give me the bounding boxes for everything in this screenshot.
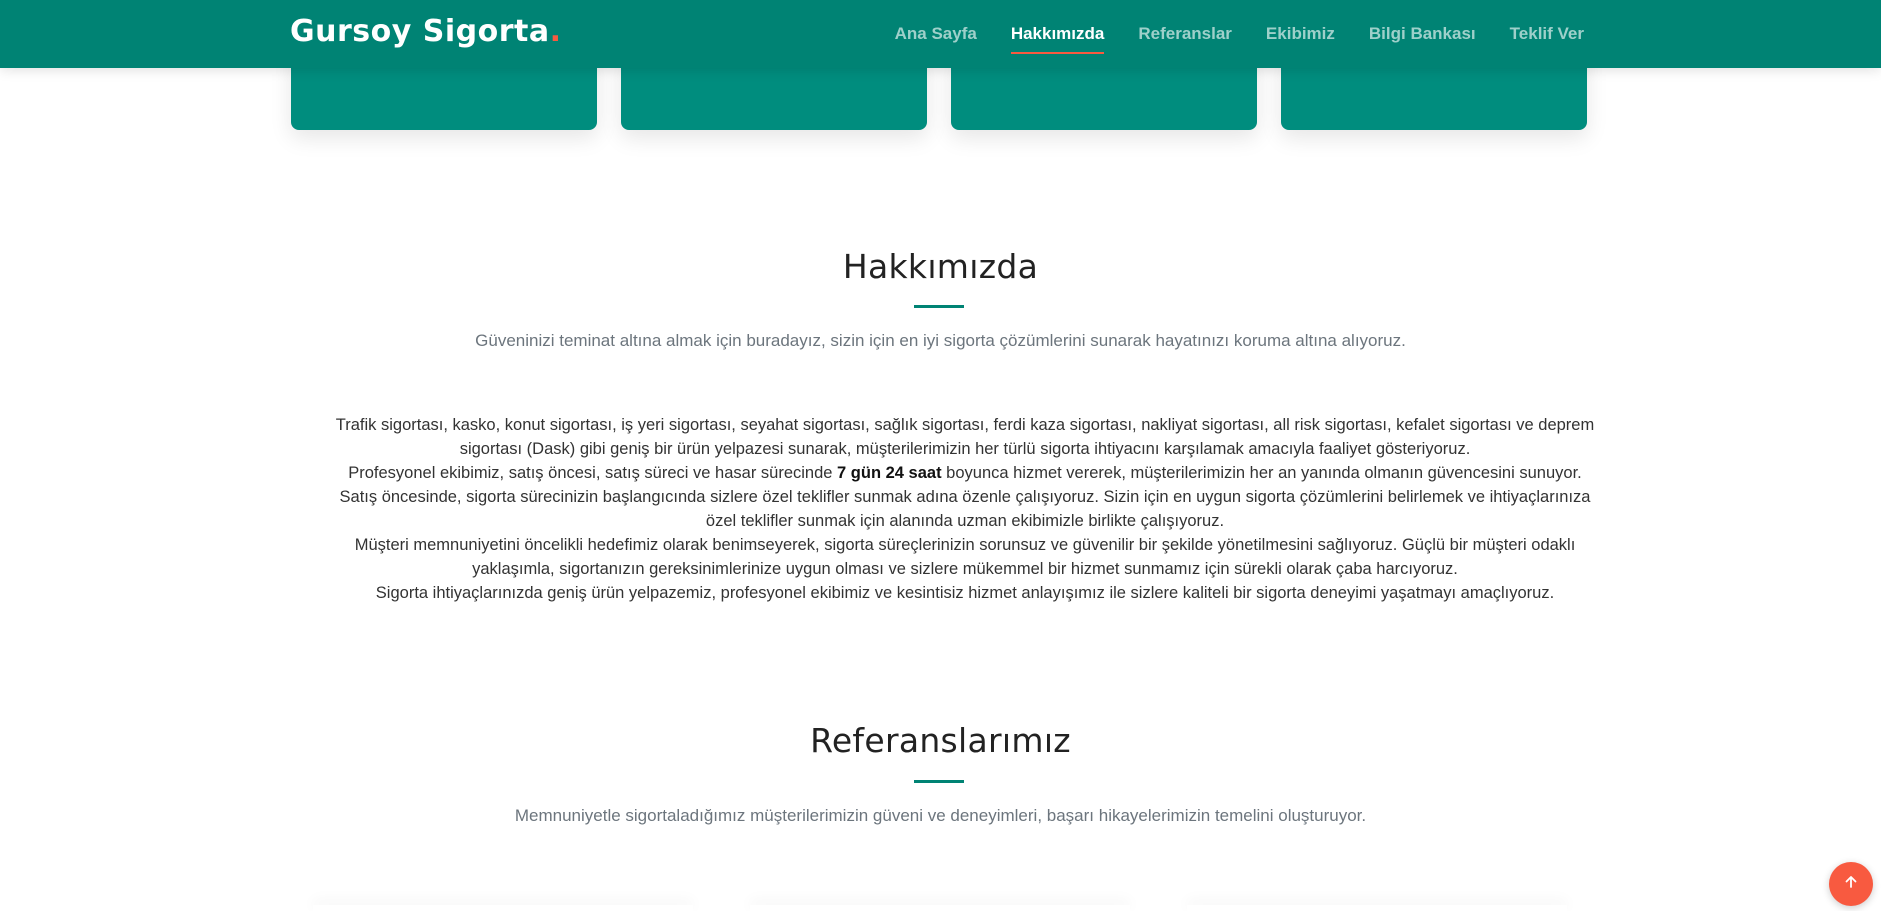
nav-item-bilgi-bankasi[interactable]: Bilgi Bankası xyxy=(1368,24,1476,43)
about-paragraph-3: Satış öncesinde, sigorta sürecinizin başlangıcında sizlere özel teklifler sunmak adına özenle çalışıyoruz. Sizin için en uygun sigorta çözümlerini belirlemek ve ihtiyaçlarınıza özel teklifler sunmak için alanında uzman ekibimizle birlikte çalışıyoruz. xyxy=(339,488,1591,530)
main-nav xyxy=(895,0,1584,68)
reference-card-1[interactable] xyxy=(313,905,693,911)
site-logo[interactable]: Gursoy Sigorta. xyxy=(290,14,562,49)
arrow-up-icon xyxy=(1843,874,1859,894)
reference-card-3[interactable] xyxy=(1187,905,1567,911)
site-header xyxy=(0,0,1881,68)
references-title-underline xyxy=(914,780,964,783)
reference-card-2[interactable] xyxy=(750,905,1130,911)
about-paragraph-5: Sigorta ihtiyaçlarınızda geniş ürün yelpazemiz, profesyonel ekibimiz ve kesintisiz hizmet anlayışımız ile sizlere kaliteli bir sigorta deneyimi yaşatmayı amaçlıyoruz. xyxy=(375,584,1555,602)
about-subtitle: Güveninizi teminat altına almak için buradayız, sizin için en iyi sigorta çözümlerini sunarak hayatınızı koruma altına alıyoruz. xyxy=(475,331,1406,350)
scroll-top-button[interactable] xyxy=(1829,862,1873,906)
nav-item-teklif-ver[interactable]: Teklif Ver xyxy=(1509,24,1584,43)
about-title: Hakkımızda xyxy=(842,247,1039,286)
about-paragraph-4: Müşteri memnuniyetini öncelikli hedefimiz olarak benimseyerek, sigorta süreçlerinizin sorunsuz ve güvenilir bir şekilde yönetilmesini sağlıyoruz. Güçlü bir müşteri odaklı yaklaşımla, sigortanızın gereksinimlerinize uygun olması ve sizlere mükemmel bir hizmet sunmamız için sürekli olarak çaba harcıyoruz. xyxy=(354,536,1576,578)
nav-item-referanslar[interactable]: Referanslar xyxy=(1138,24,1232,43)
about-title-underline xyxy=(914,305,964,308)
nav-item-hakkimizda[interactable]: Hakkımızda xyxy=(1011,16,1105,52)
about-text xyxy=(330,413,1600,605)
service-hours-highlight: 7 gün 24 saat xyxy=(837,464,942,482)
references-title: Referanslarımız xyxy=(810,721,1071,760)
nav-item-ana-sayfa[interactable]: Ana Sayfa xyxy=(894,24,977,43)
references-subtitle: Memnuniyetle sigortaladığımız müşterilerimizin güveni ve deneyimleri, başarı hikayelerimizin temelini oluşturuyor. xyxy=(514,806,1367,825)
about-paragraph-1: Trafik sigortası, kasko, konut sigortası, iş yeri sigortası, seyahat sigortası, sağlık sigortası, ferdi kaza sigortası, nakliyat sigortası, all risk sigortası, kefalet sigortası ve deprem sigortası (Dask) gibi geniş bir ürün yelpazesi sunarak, müşterilerimizin her türlü sigorta ihtiyacını karşılamak amacıyla faaliyet gösteriyoruz. xyxy=(335,416,1595,458)
nav-item-ekibimiz[interactable]: Ekibimiz xyxy=(1265,24,1335,43)
about-paragraph-2: Profesyonel ekibimiz, satış öncesi, satış süreci ve hasar sürecinde 7 gün 24 saat boyunca hizmet vererek, müşterilerimizin her an yanında olmanın güvencesini sunuyor. xyxy=(348,464,1582,482)
